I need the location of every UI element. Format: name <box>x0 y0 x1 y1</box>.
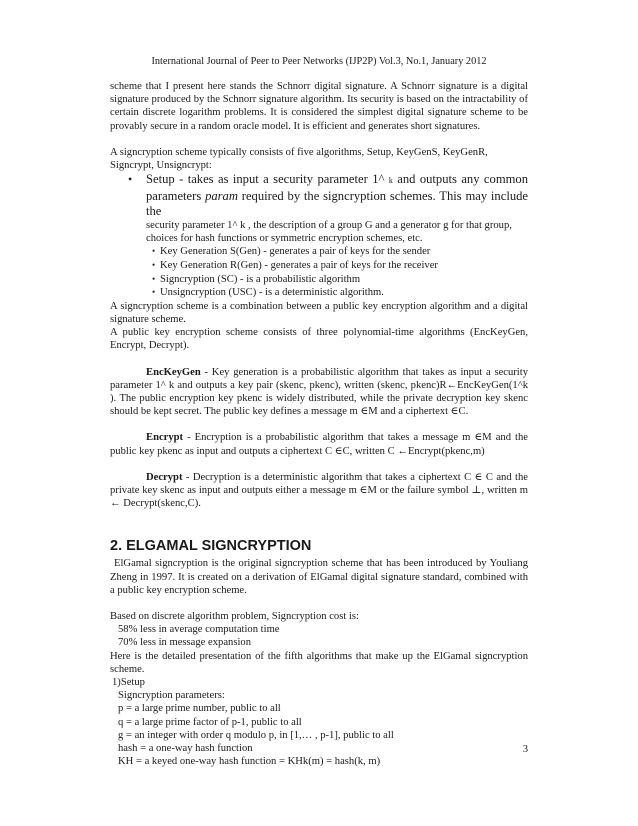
section-heading: 2. ELGAMAL SIGNCRYPTION <box>110 538 312 555</box>
paragraph-elgamal: ElGamal signcryption is the original signcryption scheme that has been introduced by Youliang Zheng in 1997. It is created on a derivation of ElGamal digital signature standard, combined with a public key encryption scheme. <box>110 558 528 596</box>
running-header: International Journal of Peer to Peer Networks (IJP2P) Vol.3, No.1, January 2012 <box>151 56 487 67</box>
list-item: • Key Generation R(Gen) - generates a pair of keys for the receiver <box>152 260 438 272</box>
param-item: q = a large prime factor of p-1, public to all <box>118 716 302 728</box>
list-item: • Unsigncryption (USC) - is a deterministic algorithm. <box>152 287 384 299</box>
paragraph-decrypt: Decrypt - Decryption is a deterministic algorithm that takes a ciphertext C ∈ C and the private key skenc as input and outputs either a message m ∈M or the failure symbol ⊥, written m ← Decrypt(skenc,C). <box>110 471 528 510</box>
setup-bullet <box>128 172 528 245</box>
paragraph-detailed: Here is the detailed presentation of the fifth algorithms that make up the ElGamal signcryption scheme. <box>110 650 528 675</box>
term-enckeygen: EncKeyGen <box>146 366 201 378</box>
paragraph-signcryption-intro-line2: Signcrypt, Unsigncrypt: <box>110 160 212 172</box>
param-item: KH = a keyed one-way hash function = KHk(m) = hash(k, m) <box>118 756 381 768</box>
cost-item: 58% less in average computation time <box>118 624 280 636</box>
param-item: p = a large prime number, public to all <box>118 703 281 715</box>
paragraph-schnorr: scheme that I present here stands the Schnorr digital signature. A Schnorr signature is a digital signature produced by the Schnorr signature algorithm. Its security is based on the intractability of certain discrete logarithm problems. It is considered the simplest digital signature scheme to be provably secure in a random oracle model. It is efficient and generates short signatures. <box>110 81 528 132</box>
page-body <box>110 80 528 769</box>
list-item: • Signcryption (SC) - is a probabilistic algorithm <box>152 273 361 285</box>
paragraph-combination: A signcryption scheme is a combination between a public key encryption algorithm and a digital signature scheme. <box>110 300 528 326</box>
param-item: hash = a one-way hash function <box>118 743 253 755</box>
bullet-marker: • <box>128 172 133 187</box>
setup-bullet-rest: security parameter 1^ k , the description of a group G and a generator g for that group, choices for hash functions or symmetric encryption schemes, etc. <box>146 220 512 245</box>
term-encrypt: Encrypt <box>146 432 184 444</box>
list-item: • Key Generation S(Gen) - generates a pair of keys for the sender <box>152 246 431 258</box>
paragraph-cost-intro: Based on discrete algorithm problem, Signcryption cost is: <box>110 611 359 623</box>
paragraph-encrypt: Encrypt - Encryption is a probabilistic algorithm that takes a message m ∈M and the public key pkenc as input and outputs a ciphertext C ∈C, written C ←Encrypt(pkenc,m) <box>110 432 528 457</box>
setup-bullet-lead: Setup - takes as input a security parameter 1^ k and outputs any common parameters param required by the signcryption schemes. This may include the <box>146 172 528 219</box>
param-label: Signcryption parameters: <box>118 690 225 702</box>
paragraph-pke: A public key encryption scheme consists of three polynomial-time algorithms (EncKeyGen, Encrypt, Decrypt). <box>110 327 528 352</box>
page-number: 3 <box>522 744 528 755</box>
term-decrypt: Decrypt <box>146 471 183 483</box>
setup-label: 1)Setup <box>112 677 145 689</box>
param-item: g = an integer with order q modulo p, in [1,… , p-1], public to all <box>118 729 394 741</box>
paragraph-enckeygen: EncKeyGen - Key generation is a probabilistic algorithm that takes as input a security parameter 1^ k and outputs a key pair (skenc, pkenc), written (skenc, pkenc)R←EncKeyGen(1^k ). The public encryption key pkenc is widely distributed, while the private decryption key skenc should be kept secret. The public key defines a message m ∈M and a ciphertext ∈C. <box>110 366 528 418</box>
cost-item: 70% less in message expansion <box>118 637 251 649</box>
document-page <box>110 0 528 826</box>
algorithm-sub-list <box>152 245 528 299</box>
paragraph-signcryption-intro-line1: A signcryption scheme typically consists of five algorithms, Setup, KeyGenS, KeyGenR, <box>110 146 488 158</box>
